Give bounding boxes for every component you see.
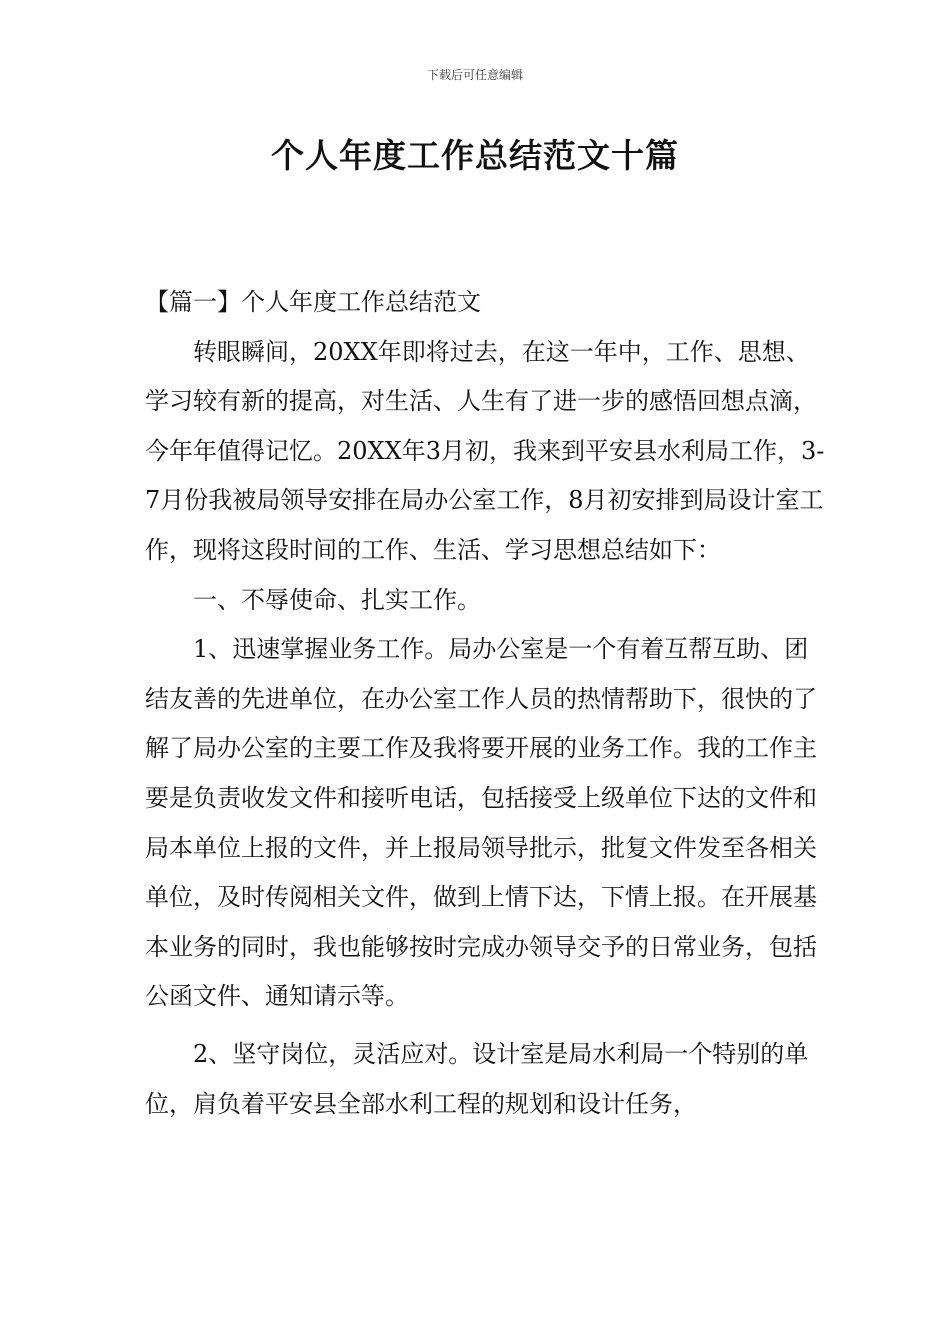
document-title: 个人年度工作总结范文十篇 — [271, 136, 679, 175]
paragraph: 2、坚守岗位，灵活应对。设计室是局水利局一个特别的单位，肩负着平安县全部水利工程的规划和设计任务， — [145, 1039, 809, 1118]
section-heading: 【篇一】个人年度工作总结范文 — [145, 288, 481, 316]
header-note: 下载后可任意编辑 — [426, 68, 523, 82]
paragraph: 1、迅速掌握业务工作。局办公室是一个有着互帮互助、团结友善的先进单位，在办公室工作人员的热情帮助下，很快的了解了局办公室的主要工作及我将要开展的业务工作。我的工作主要是负责收发文件和接听电话，包括接受上级单位下达的文件和局本单位上报的文件，并上报局领导批示，批复文件发至各相关单位，及时传阅相关文件，做到上情下达，下情上报。在开展基本业务的同时，我也能够按时完成办领导交予的日常业务，包括公函文件、通知请示等。 — [145, 635, 817, 1011]
document-body — [145, 278, 825, 1129]
paragraph: 转眼瞬间，20XX年即将过去，在这一年中，工作、思想、学习较有新的提高，对生活、人生有了进一步的感悟回想点滴，今年年值得记忆。20XX年3月初，我来到平安县水利局工作，3-7月份我被局领导安排在局办公室工作，8月初安排到局设计室工作，现将这段时间的工作、生活、学习思想总结如下： — [145, 337, 825, 564]
paragraph: 一、不辱使命、扎实工作。 — [193, 585, 481, 614]
